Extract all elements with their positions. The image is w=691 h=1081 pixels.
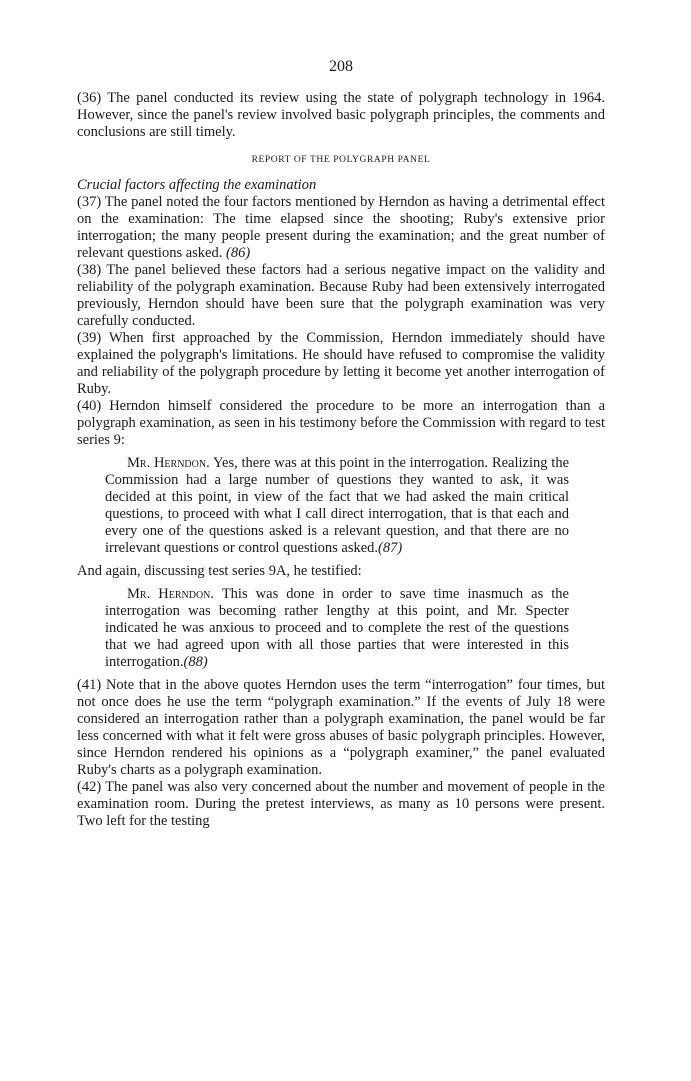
- paragraph-39: (39) When first approached by the Commission, Herndon immediately should have explained the polygraph's limitations. He should have refused to compromise the validity and reliability of the polygraph procedure by letting it become yet another interrogation of Ruby.: [77, 330, 605, 397]
- quote-text: Yes, there was at this point in the interrogation. Realizing the Commission had a large number of questions they wanted to ask, it was decided at this point, in view of the fact that we had asked the main critical questions, to proceed with what I call direct interrogation, that is that each and every one of the questions asked is a relevant question, and that there are no irrelevant questions or control questions asked.: [105, 455, 570, 556]
- quote-speaker: Mr. Herndon.: [127, 586, 215, 602]
- paragraph-37: [77, 194, 605, 262]
- section-heading: REPORT OF THE POLYGRAPH PANEL: [251, 155, 431, 165]
- citation: (86): [226, 245, 251, 261]
- block-quote-1: [105, 455, 569, 557]
- paragraph-36: (36) The panel conducted its review using the state of polygraph technology in 1964. However, since the panel's review involved basic polygraph principles, the comments and conclusions are still timely.: [77, 90, 605, 140]
- paragraph-text: (37) The panel noted the four factors mentioned by Herndon as having a detrimental effect on the examination: The time elapsed since the shooting; Ruby's extensive prior interrogation; the many people present during the examination; and the great number of relevant questions asked.: [77, 194, 605, 261]
- paragraph-40: (40) Herndon himself considered the procedure to be more an interrogation than a polygraph examination, as seen in his testimony before the Commission with regard to test series 9:: [77, 398, 605, 448]
- paragraph-38: (38) The panel believed these factors had a serious negative impact on the validity and reliability of the polygraph examination. Because Ruby had been extensively interrogated previously, Herndon should have been sure that the polygraph examination was very carefully conducted.: [77, 262, 605, 329]
- subheading: Crucial factors affecting the examination: [77, 177, 317, 193]
- page-number: 208: [329, 58, 353, 75]
- block-quote-2: [105, 586, 569, 671]
- quote-text: This was done in order to save time inasmuch as the interrogation was becoming rather lengthy at this point, and Mr. Specter indicated he was anxious to proceed and to complete the rest of the questions that we had agreed upon with all those parties that were interested in this interrogation.: [105, 586, 569, 670]
- paragraph-42: (42) The panel was also very concerned about the number and movement of people in the examination room. During the pretest interviews, as many as 10 persons were present. Two left for the testing: [77, 779, 605, 829]
- document-page: [77, 58, 605, 830]
- citation: (87): [378, 540, 403, 556]
- bridge-text: And again, discussing test series 9A, he testified:: [77, 563, 362, 579]
- paragraph-41: (41) Note that in the above quotes Herndon uses the term “interrogation” four times, but not once does he use the term “polygraph examination.” If the events of July 18 were considered an interrogation rather than a polygraph examination, the panel would be far less concerned with what it felt were gross abuses of basic polygraph principles. However, since Herndon rendered his opinions as a “polygraph examiner,” the panel evaluated Ruby's charts as a polygraph examination.: [77, 677, 605, 778]
- citation: (88): [183, 654, 208, 670]
- quote-speaker: Mr. Herndon.: [127, 455, 210, 471]
